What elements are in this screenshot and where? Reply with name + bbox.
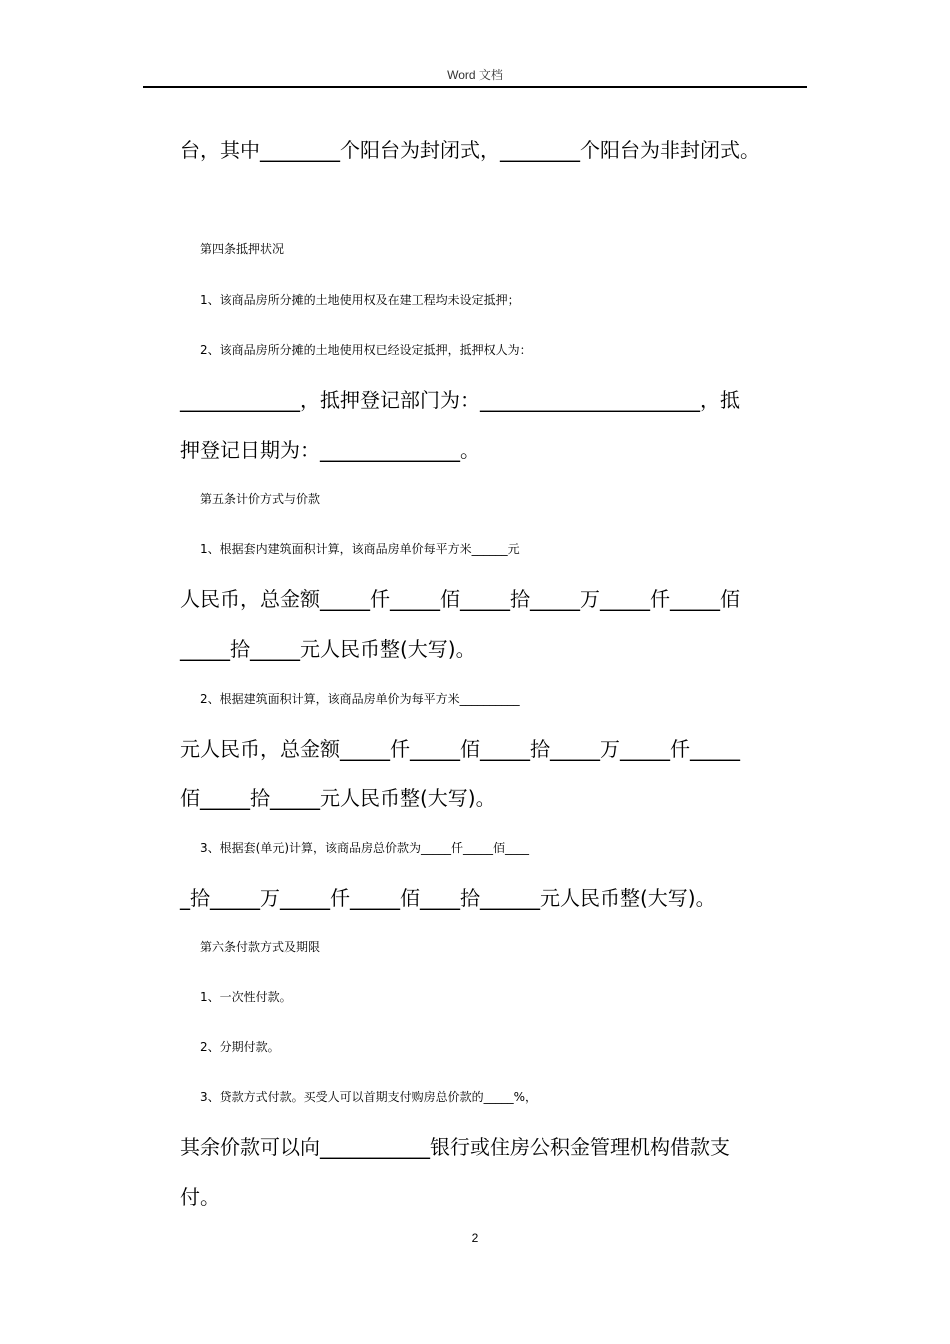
section-heading-4: 第四条抵押状况 [200, 242, 285, 256]
clause-5-1-cont-2: _____拾_____元人民币整(大写)。 [180, 637, 476, 661]
clause-5-3: 3、根据套(单元)计算，该商品房总价款为_____仟_____佰____ [200, 841, 529, 855]
clause-4-2-cont-2: 押登记日期为：______________。 [180, 438, 480, 462]
clause-4-2-cont-1: ____________，抵押登记部门为：______________________，抵 [180, 388, 740, 412]
body-line-balcony: 台，其中________个阳台为封闭式，________个阳台为非封闭式。 [180, 138, 760, 162]
clause-6-3-cont-1: 其余价款可以向___________银行或住房公积金管理机构借款支 [180, 1135, 730, 1159]
clause-5-1: 1、根据套内建筑面积计算，该商品房单价每平方米______元 [200, 542, 520, 556]
clause-4-1: 1、该商品房所分摊的土地使用权及在建工程均未设定抵押； [200, 293, 520, 307]
clause-6-3-cont-2: 付。 [180, 1185, 220, 1209]
clause-5-2-cont-1: 元人民币，总金额_____仟_____佰_____拾_____万_____仟_____ [180, 737, 740, 761]
clause-4-2: 2、该商品房所分摊的土地使用权已经设定抵押，抵押权人为： [200, 343, 532, 357]
header-divider [143, 86, 807, 88]
section-heading-6: 第六条付款方式及期限 [200, 940, 321, 954]
clause-5-2-cont-2: 佰_____拾_____元人民币整(大写)。 [180, 786, 496, 810]
page-number: 2 [471, 1231, 479, 1245]
section-heading-5: 第五条计价方式与价款 [200, 492, 321, 506]
clause-6-1: 1、一次性付款。 [200, 990, 292, 1004]
clause-6-3: 3、贷款方式付款。买受人可以首期支付购房总价款的_____%， [200, 1090, 538, 1104]
clause-5-3-cont: _拾_____万_____仟_____佰____拾______元人民币整(大写)。 [180, 886, 716, 910]
clause-5-2: 2、根据建筑面积计算，该商品房单价为每平方米__________ [200, 692, 520, 706]
clause-5-1-cont-1: 人民币，总金额_____仟_____佰_____拾_____万_____仟_____佰 [180, 587, 740, 611]
page-header: Word 文档 [447, 68, 503, 82]
clause-6-2: 2、分期付款。 [200, 1040, 280, 1054]
